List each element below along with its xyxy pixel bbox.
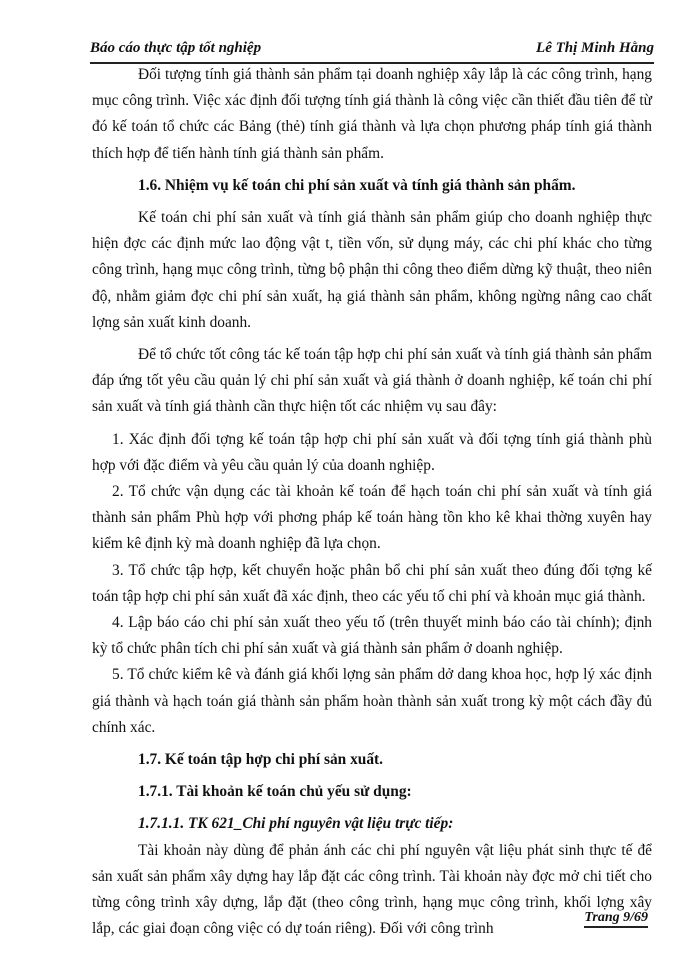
paragraph-tk621-description: Tài khoản này dùng để phản ánh các chi phí nguyên vật liệu phát sinh thực tế để sản xuất sản phẩm xây dựng hay lắp đặt các công trình. Tài khoản này đợc mở chi tiết cho từng công trình xây dựng, lắp đặt (theo công trình, hạng mục công trình, khối lợng xây lắp, các giai đoạn công việc có dự toán riêng). Đối với công trình	[92, 841, 652, 938]
page-number: Trang 9/69	[584, 910, 648, 928]
paragraph-accounting-purpose: Kế toán chi phí sản xuất và tính giá thành sản phẩm giúp cho doanh nghiệp thực hiện đợc các định mức lao động vật t, tiền vốn, sử dụng máy, các chi phí khác cho từng công trình, hạng mục công trình, từng bộ phận thi công theo điểm dừng kỹ thuật, theo niên độ, nhằm giảm đợc chi phí sản xuất, hạ giá thành sản phẩm, không ngừng nâng cao chất lợng sản xuất kinh doanh.	[92, 209, 652, 331]
section-heading-1-7-1: 1.7.1. Tài khoản kế toán chủ yếu sử dụng:	[138, 783, 412, 801]
list-item-task-1: 1. Xác định đối tợng kế toán tập hợp chi phí sản xuất và đối tợng tính giá thành phù hợp với đặc điểm và yêu cầu quản lý của doanh nghiệp.	[92, 430, 652, 474]
header-author-name: Lê Thị Minh Hằng	[536, 40, 654, 56]
paragraph-costing-object: Đối tượng tính giá thành sản phẩm tại doanh nghiệp xây lắp là các công trình, hạng mục công trình. Việc xác định đối tượng tính giá thành là công việc cần thiết đầu tiên để từ đó kế toán tổ chức các Bảng (thẻ) tính giá thành và lựa chọn phương pháp tính giá thành thích hợp để tiến hành tính giá thành sản phẩm.	[92, 66, 652, 162]
document-body	[92, 62, 652, 943]
list-item-task-3: 3. Tổ chức tập hợp, kết chuyển hoặc phân bổ chi phí sản xuất theo đúng đối tợng kế toán tập hợp chi phí sản xuất đã xác định, theo các yếu tố chi phí và khoản mục giá thành.	[92, 561, 652, 605]
list-item-task-2: 2. Tổ chức vận dụng các tài khoản kế toán để hạch toán chi phí sản xuất và tính giá thành sản phẩm Phù hợp với phơng pháp kế toán hàng tồn kho kê khai thờng xuyên hay kiểm kê định kỳ mà doanh nghiệp đã lựa chọn.	[92, 483, 652, 553]
header-report-title: Báo cáo thực tập tốt nghiệp	[90, 40, 262, 56]
section-heading-1-7-1-1: 1.7.1.1. TK 621_Chi phí nguyên vật liệu trực tiếp:	[138, 815, 454, 833]
list-item-task-4: 4. Lập báo cáo chi phí sản xuất theo yếu tố (trên thuyết minh báo cáo tài chính); định kỳ tổ chức phân tích chi phí sản xuất và giá thành sản phẩm ở doanh nghiệp.	[92, 614, 652, 658]
page-header	[90, 38, 654, 64]
section-heading-1-7: 1.7. Kế toán tập hợp chi phí sản xuất.	[138, 751, 383, 769]
paragraph-tasks-intro: Để tổ chức tốt công tác kế toán tập hợp chi phí sản xuất và tính giá thành sản phẩm đáp ứng tốt yêu cầu quản lý chi phí sản xuất và giá thành ở doanh nghiệp, kế toán chi phí sản xuất và tính giá thành cần thực hiện tốt các nhiệm vụ sau đây:	[92, 346, 652, 416]
list-item-task-5: 5. Tổ chức kiểm kê và đánh giá khối lợng sản phẩm dở dang khoa học, hợp lý xác định giá thành và hạch toán giá thành sản phẩm hoàn thành sản xuất trong kỳ một cách đầy đủ chính xác.	[92, 666, 652, 736]
section-heading-1-6: 1.6. Nhiệm vụ kế toán chi phí sản xuất và tính giá thành sản phẩm.	[138, 176, 576, 194]
